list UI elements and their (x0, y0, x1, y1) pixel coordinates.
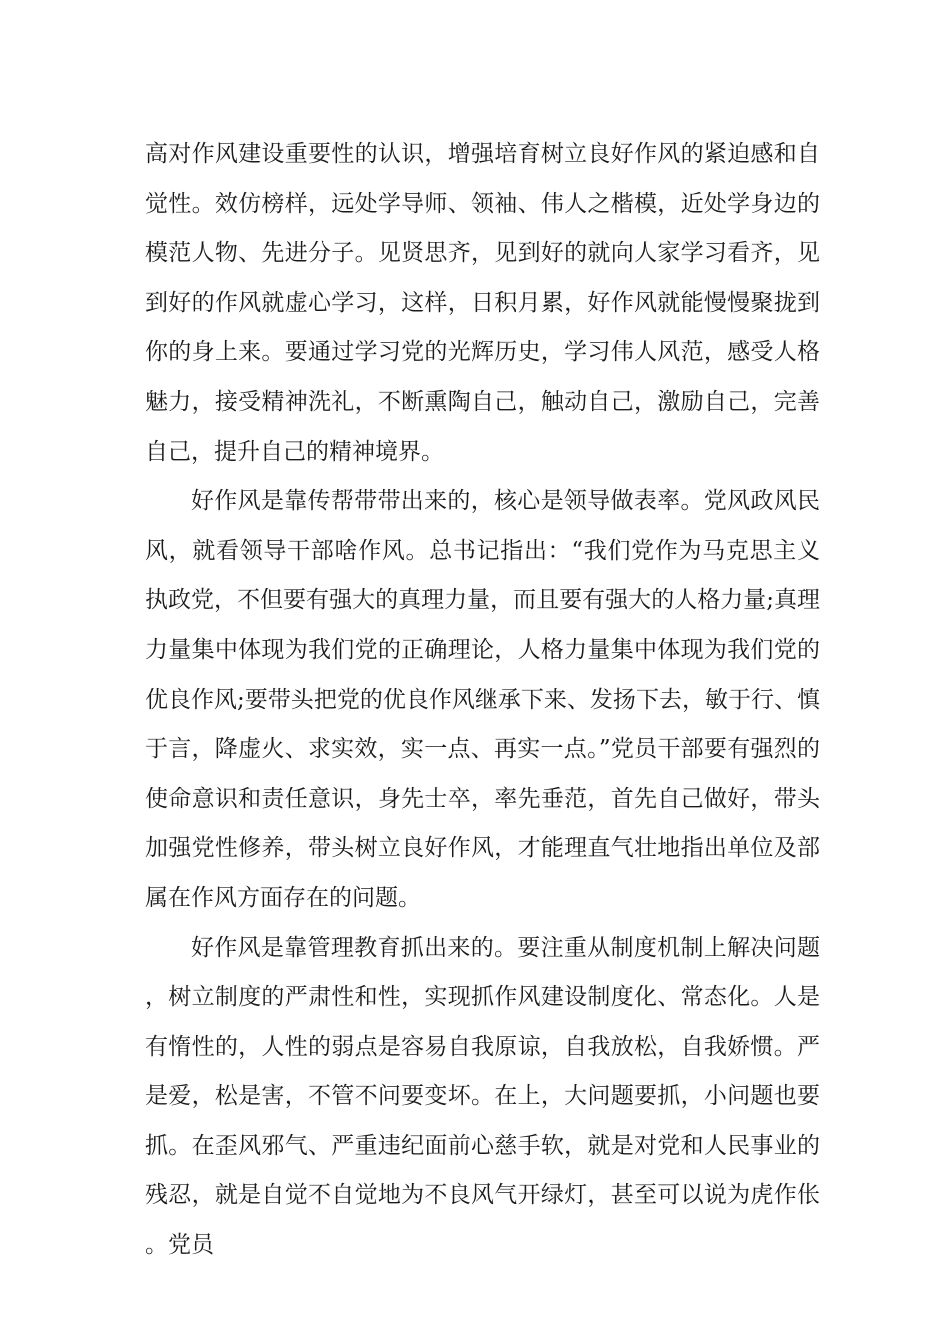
paragraph-3: 好作风是靠管理教育抓出来的。要注重从制度机制上解决问题，树立制度的严肃性和性，实现抓作风建设制度化、常态化。人是有惰性的，人性的弱点是容易自我原谅，自我放松，自我娇惯。严是爱，松是害，不管不问要变坏。在上，大问题要抓，小问题也要抓。在歪风邪气、严重违纪面前心慈手软，就是对党和人民事业的残忍，就是自觉不自觉地为不良风气开绿灯，甚至可以说为虎作伥。党员 (145, 934, 820, 1259)
document-body (145, 130, 820, 1271)
paragraph-1: 高对作风建设重要性的认识，增强培育树立良好作风的紧迫感和自觉性。效仿榜样，远处学导师、领袖、伟人之楷模，近处学身边的模范人物、先进分子。见贤思齐，见到好的就向人家学习看齐，见到好的作风就虚心学习，这样，日积月累，好作风就能慢慢聚拢到你的身上来。要通过学习党的光辉历史，学习伟人风范，感受人格魅力，接受精神洗礼，不断熏陶自己，触动自己，激励自己，完善自己，提升自己的精神境界。 (145, 141, 820, 465)
paragraph-2: 好作风是靠传帮带带出来的，核心是领导做表率。党风政风民风，就看领导干部啥作风。总书记指出：“我们党作为马克思主义执政党，不但要有强大的真理力量，而且要有强大的人格力量;真理力量集中体现为我们党的正确理论，人格力量集中体现为我们党的优良作风;要带头把党的优良作风继承下来、发扬下去，敏于行、慎于言，降虚火、求实效，实一点、再实一点。”党员干部要有强烈的使命意识和责任意识，身先士卒，率先垂范，首先自己做好，带头加强党性修养，带头树立良好作风，才能理直气壮地指出单位及部属在作风方面存在的问题。 (145, 488, 820, 911)
